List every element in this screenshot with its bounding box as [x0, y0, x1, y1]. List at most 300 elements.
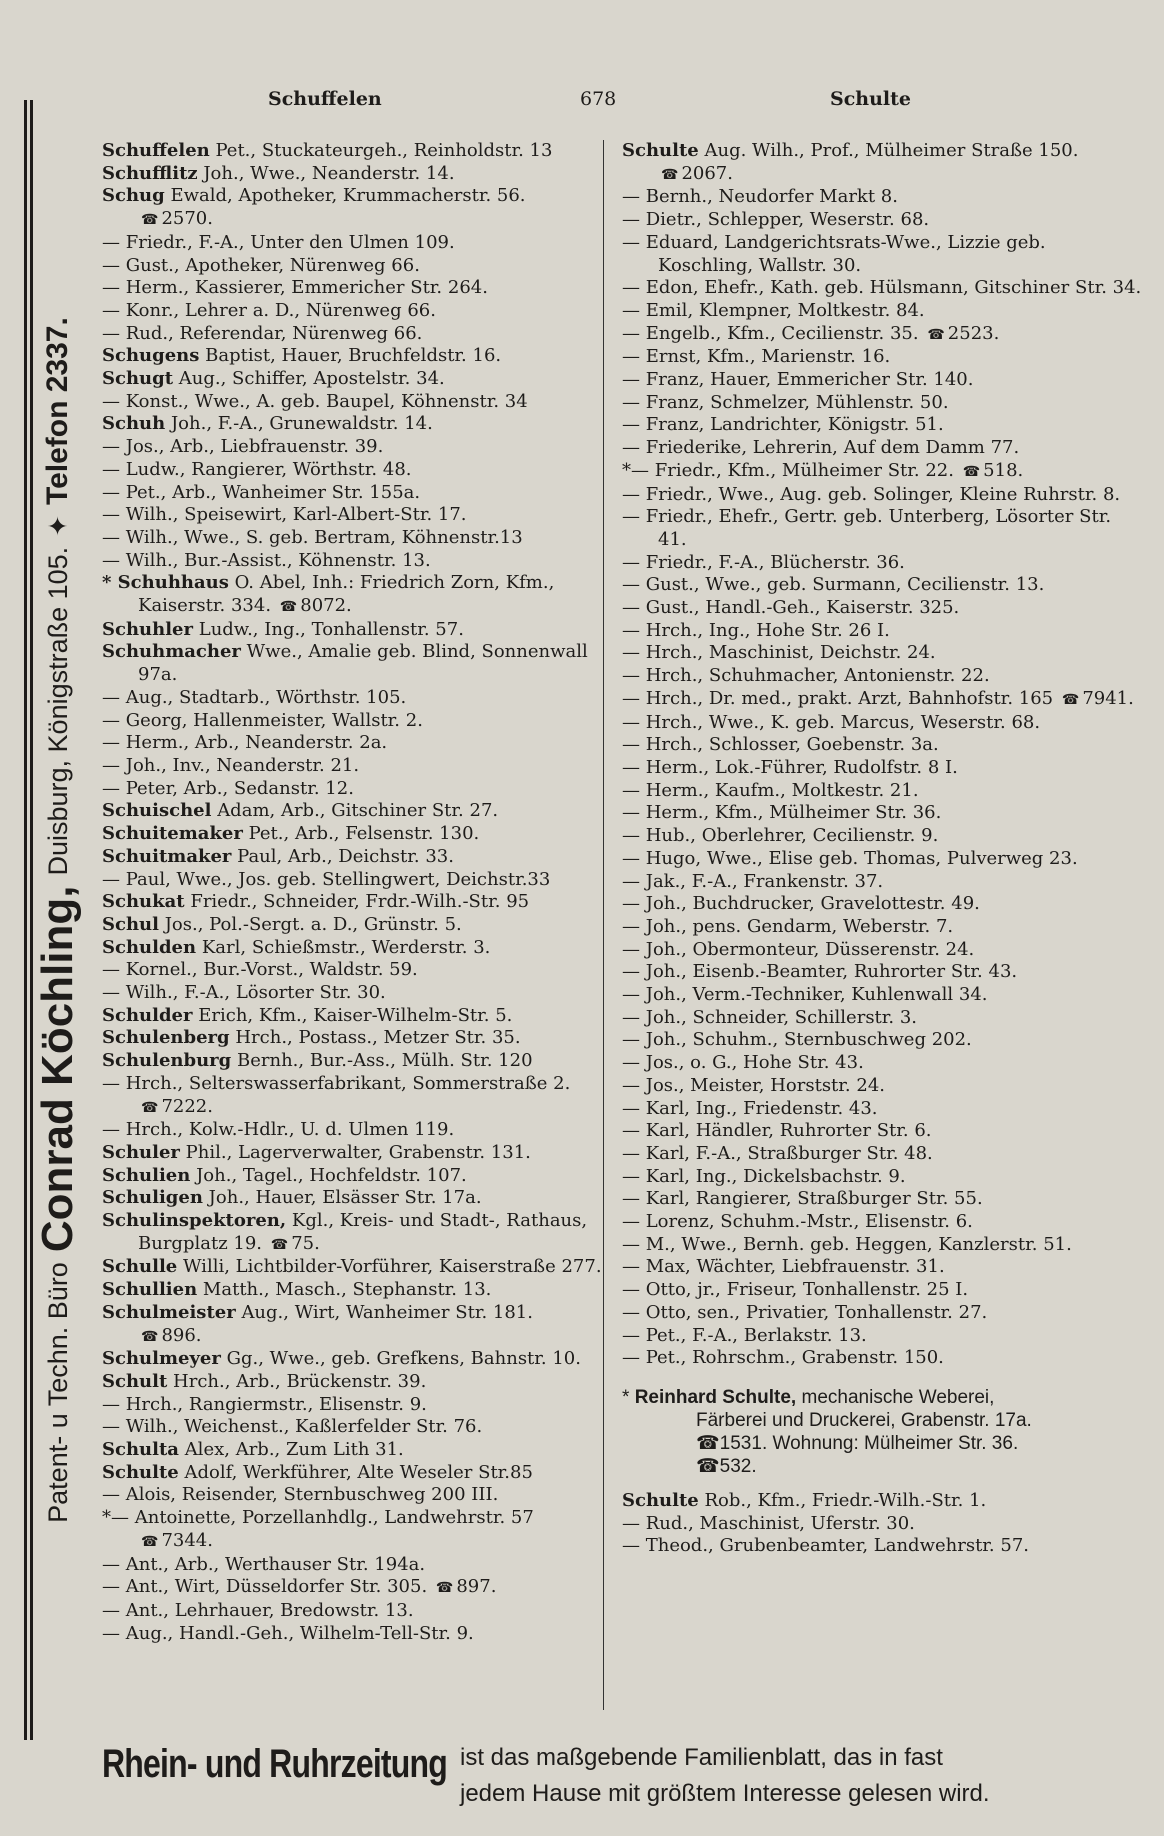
directory-entry	[622, 1120, 1142, 1143]
directory-entry	[622, 369, 1142, 392]
right-column-entries	[622, 140, 1142, 1370]
entry-details: — Wilh., Weichenst., Kaßlerfelder Str. 76.	[102, 1416, 483, 1438]
entry-details: — Joh., Eisenb.-Beamter, Ruhrorter Str. 43.	[622, 961, 1018, 983]
entry-surname: Schuischel	[102, 800, 212, 822]
entry-details: — Max, Wächter, Liebfrauenstr. 31.	[622, 1256, 945, 1278]
entry-details: Gg., Wwe., geb. Grefkens, Bahnstr. 10.	[226, 1348, 581, 1370]
entry-details: — Friedr., Ehefr., Gertr. geb. Unterberg, Lösorter Str. 41.	[622, 506, 1112, 550]
entry-details: Jos., Pol.-Sergt. a. D., Grünstr. 5.	[164, 913, 462, 935]
entry-details: — Wilh., Speisewirt, Karl-Albert-Str. 17.	[102, 504, 467, 526]
entry-surname: Schuhmacher	[102, 641, 241, 663]
entry-phone-number: 75.	[291, 1232, 320, 1254]
directory-entry	[622, 1006, 1142, 1030]
entry-details: Hrch., Arb., Brückenstr. 39.	[173, 1370, 427, 1392]
entry-details: — Hrch., Selterswasserfabrikant, Sommerstraße 2.	[102, 1072, 571, 1094]
directory-entry	[622, 756, 1142, 780]
entry-surname: Schuligen	[102, 1187, 203, 1209]
directory-entry	[622, 893, 1142, 916]
directory-entry	[102, 1553, 602, 1577]
telephone-icon: ☎	[141, 1099, 159, 1116]
entry-details: — Joh., Schuhm., Sternbuschweg 202.	[622, 1029, 972, 1051]
directory-entry	[622, 1535, 1142, 1558]
directory-entry	[622, 506, 1142, 551]
directory-entry	[622, 1188, 1142, 1211]
entry-details: Adam, Arb., Gitschiner Str. 27.	[217, 800, 499, 822]
bottom-advert	[102, 1740, 1142, 1816]
entry-surname: Schul	[102, 913, 159, 935]
entry-phone-number: 518.	[983, 459, 1024, 481]
entry-details: — Joh., pens. Gendarm, Weberstr. 7.	[622, 915, 954, 937]
entry-details: — Friedr., F.-A., Unter den Ulmen 109.	[102, 231, 455, 253]
side-small-text: Patent- u Techn. Büro	[42, 1262, 73, 1523]
directory-entry	[622, 299, 1142, 323]
entry-details: — Herm., Kfm., Mülheimer Str. 36.	[622, 802, 942, 824]
directory-entry	[622, 346, 1142, 369]
entry-details: — Karl, Rangierer, Straßburger Str. 55.	[622, 1188, 983, 1210]
directory-entry	[102, 1279, 602, 1302]
directory-entry	[102, 140, 602, 163]
directory-entry	[102, 1576, 602, 1600]
directory-entry	[622, 1211, 1142, 1234]
entry-details: — Wilh., Wwe., S. geb. Bertram, Köhnenstr.13	[102, 526, 523, 548]
header-right-keyword: Schulte	[830, 88, 912, 110]
entry-details: — Hrch., Kolw.-Hdlr., U. d. Ulmen 119.	[102, 1119, 455, 1141]
entry-details: — Franz, Schmelzer, Mühlenstr. 50.	[622, 391, 949, 413]
entry-details: — Hrch., Schlosser, Goebenstr. 3a.	[622, 734, 939, 756]
entry-details: *— Antoinette, Porzellanhdlg., Landwehrstr. 57	[102, 1507, 534, 1529]
entry-surname: Schulenburg	[102, 1050, 232, 1072]
entry-details: Wwe., Amalie geb. Blind, Sonnenwall 97a.	[138, 641, 588, 686]
entry-surname: Schulte	[622, 1489, 699, 1511]
right-column	[622, 140, 1142, 1558]
entry-details: Baptist, Hauer, Bruchfeldstr. 16.	[205, 345, 502, 367]
directory-entry	[622, 414, 1142, 437]
directory-entry	[622, 687, 1142, 712]
directory-entry	[102, 1622, 602, 1646]
directory-entry	[102, 1027, 602, 1050]
entry-details: — Joh., Buchdrucker, Gravelottestr. 49.	[622, 893, 980, 915]
entry-details: — Herm., Lok.-Führer, Rudolfstr. 8 I.	[622, 756, 958, 778]
directory-entry	[102, 800, 602, 823]
entry-surname: Schulmeister	[102, 1301, 236, 1323]
entry-details: — Otto, sen., Privatier, Tonhallenstr. 27.	[622, 1301, 988, 1323]
telephone-icon: ☎	[141, 1328, 159, 1345]
directory-entry	[622, 597, 1142, 620]
entry-details: — Paul, Wwe., Jos. geb. Stellingwert, Deichstr.33	[102, 868, 551, 890]
entry-details: — Dietr., Schlepper, Weserstr. 68.	[622, 209, 930, 231]
entry-details: — Jos., Meister, Horststr. 24.	[622, 1074, 885, 1096]
directory-entry	[622, 1489, 1142, 1513]
directory-entry	[102, 1393, 602, 1417]
directory-entry	[102, 322, 602, 346]
page-number: 678	[580, 88, 617, 110]
directory-entry	[622, 1512, 1142, 1536]
directory-entry	[102, 845, 602, 869]
entry-surname: Schulta	[102, 1439, 179, 1461]
directory-entry	[102, 504, 602, 527]
entry-details: Bernh., Bur.-Ass., Mülh. Str. 120	[237, 1050, 533, 1072]
entry-details: — Herm., Arb., Neanderstr. 2a.	[102, 732, 388, 754]
entry-details: Joh., F.-A., Grunewaldstr. 14.	[170, 413, 433, 435]
directory-entry	[622, 711, 1142, 735]
entry-surname: Schuitemaker	[102, 823, 243, 845]
entry-details: — Friederike, Lehrerin, Auf dem Damm 77.	[622, 437, 1020, 459]
directory-entry	[102, 891, 602, 914]
directory-entry	[622, 1074, 1142, 1098]
entry-surname: Schukat	[102, 891, 185, 913]
directory-entry	[622, 984, 1142, 1007]
directory-entry	[622, 1142, 1142, 1166]
entry-details: Hrch., Postass., Metzer Str. 35.	[235, 1027, 521, 1049]
directory-entry	[102, 413, 602, 436]
telephone-icon: ☎	[141, 212, 159, 229]
directory-entry	[622, 665, 1142, 688]
entry-details: — Franz, Hauer, Emmericher Str. 140.	[622, 369, 974, 391]
directory-entry	[622, 1233, 1142, 1257]
entry-details: — M., Wwe., Bernh. geb. Heggen, Kanzlerstr. 51.	[622, 1233, 1072, 1255]
advert-phone2: 532.	[719, 1455, 757, 1477]
directory-entry	[622, 1256, 1142, 1279]
entry-details: — Wilh., Bur.-Assist., Köhnenstr. 13.	[102, 549, 431, 571]
entry-details: — Ant., Wirt, Düsseldorfer Str. 305.	[102, 1576, 428, 1598]
directory-entry	[102, 549, 602, 573]
directory-entry	[622, 847, 1142, 871]
page-header	[100, 88, 1140, 118]
entry-details: Alex, Arb., Zum Lith 31.	[184, 1439, 404, 1461]
directory-entry	[102, 526, 602, 550]
right-column-end-entries	[622, 1490, 1142, 1558]
entry-surname: * Schuhhaus	[102, 572, 229, 594]
directory-entry	[622, 391, 1142, 415]
directory-entry	[622, 1279, 1142, 1302]
entry-surname: Schult	[102, 1370, 168, 1392]
entry-details: — Joh., Inv., Neanderstr. 21.	[102, 754, 360, 776]
directory-entry	[622, 779, 1142, 803]
directory-entry	[102, 1348, 602, 1371]
entry-details: — Joh., Verm.-Techniker, Kuhlenwall 34.	[622, 984, 988, 1006]
directory-entry	[622, 186, 1142, 209]
entry-details: — Konr., Lehrer a. D., Nürenweg 66.	[102, 299, 436, 321]
entry-details: Aug. Wilh., Prof., Mülheimer Straße 150.	[704, 140, 1079, 161]
entry-surname: Schufflitz	[102, 162, 198, 184]
entry-details: — Otto, jr., Friseur, Tonhallenstr. 25 I.	[622, 1279, 969, 1301]
telephone-icon: ☎	[270, 1236, 289, 1253]
entry-details: — Gust., Wwe., geb. Surmann, Cecilienstr. 13.	[622, 574, 1045, 596]
reinhard-schulte-advert	[622, 1386, 1142, 1478]
entry-surname: Schuhler	[102, 618, 193, 640]
entry-details: Ludw., Ing., Tonhallenstr. 57.	[198, 618, 464, 640]
directory-entry	[622, 551, 1142, 575]
telephone-icon: ☎	[696, 1432, 720, 1454]
bottom-advert-text	[460, 1740, 990, 1812]
entry-surname: Schulte	[102, 1461, 179, 1483]
entry-surname: Schuh	[102, 413, 166, 435]
directory-entry	[102, 913, 602, 937]
entry-details: — Eduard, Landgerichtsrats-Wwe., Lizzie geb. Koschling, Wallstr. 30.	[622, 231, 1046, 276]
entry-surname: Schulte	[622, 140, 699, 161]
entry-details: Kgl., Kreis- und Stadt-, Rathaus, Burgplatz 19.	[138, 1210, 588, 1254]
telephone-icon: ☎	[279, 599, 298, 616]
entry-phone-number: 7222.	[161, 1095, 213, 1117]
side-company-name: Conrad Köchling,	[33, 885, 82, 1253]
directory-entry	[102, 686, 602, 710]
directory-entry	[622, 1301, 1142, 1325]
directory-entry	[102, 458, 602, 482]
entry-details: — Karl, Ing., Dickelsbachstr. 9.	[622, 1165, 906, 1187]
entry-details: Aug., Wirt, Wanheimer Str. 181.	[241, 1301, 533, 1323]
directory-entry	[102, 823, 602, 846]
directory-entry	[102, 777, 602, 801]
entry-phone-number: 8072.	[300, 595, 352, 617]
entry-details: — Ernst, Kfm., Marienstr. 16.	[622, 346, 891, 368]
advert-name: Reinhard Schulte,	[634, 1386, 797, 1408]
entry-details: — Georg, Hallenmeister, Wallstr. 2.	[102, 709, 423, 731]
directory-entry	[622, 1347, 1142, 1370]
advert-line-4	[622, 1455, 1142, 1478]
entry-details: — Pet., Arb., Wanheimer Str. 155a.	[102, 481, 421, 503]
column-divider	[603, 140, 604, 1710]
advert-line-3	[622, 1432, 1142, 1455]
entry-details: — Hrch., Schuhmacher, Antonienstr. 22.	[622, 665, 990, 687]
entry-details: Ewald, Apotheker, Krummacherstr. 56.	[170, 185, 526, 207]
entry-phone-number: 896.	[161, 1324, 202, 1346]
directory-entry	[102, 1370, 602, 1394]
entry-details: — Lorenz, Schuhm.-Mstr., Elisenstr. 6.	[622, 1211, 973, 1233]
entry-details: Phil., Lagerverwalter, Grabenstr. 131.	[185, 1141, 531, 1163]
directory-entry	[622, 619, 1142, 643]
entry-details: — Franz, Landrichter, Königstr. 51.	[622, 414, 944, 436]
directory-entry	[102, 1416, 602, 1439]
entry-phone-number: 2570.	[161, 208, 213, 230]
entry-details: — Emil, Klempner, Moltkestr. 84.	[622, 299, 925, 321]
directory-entry	[102, 1072, 602, 1119]
directory-entry	[102, 185, 602, 231]
entry-details: Adolf, Werkführer, Alte Weseler Str.85	[184, 1461, 533, 1483]
directory-entry	[102, 1301, 602, 1348]
directory-entry	[102, 1050, 602, 1073]
entry-details: — Bernh., Neudorfer Markt 8.	[622, 186, 898, 208]
entry-details: Joh., Wwe., Neanderstr. 14.	[203, 162, 455, 184]
directory-entry	[622, 322, 1142, 347]
entry-surname: Schulmeyer	[102, 1348, 221, 1370]
directory-entry	[102, 1439, 602, 1462]
entry-details: — Wilh., F.-A., Lösorter Str. 30.	[102, 982, 386, 1004]
entry-details: — Joh., Schneider, Schillerstr. 3.	[622, 1006, 918, 1028]
side-advert	[22, 100, 94, 1740]
directory-entry	[102, 1600, 602, 1623]
directory-entry	[102, 1484, 602, 1507]
directory-entry	[102, 982, 602, 1005]
entry-details: Paul, Arb., Deichstr. 33.	[237, 845, 454, 867]
entry-surname: Schulder	[102, 1004, 193, 1026]
directory-entry	[622, 277, 1142, 300]
directory-entry	[102, 368, 602, 391]
entry-details: Aug., Schiffer, Apostelstr. 34.	[178, 368, 445, 390]
entry-details: — Herm., Kassierer, Emmericher Str. 264.	[102, 277, 488, 299]
directory-entry	[622, 938, 1142, 962]
entry-surname: Schug	[102, 185, 165, 207]
entry-details: — Karl, F.-A., Straßburger Str. 48.	[622, 1142, 933, 1164]
entry-details: — Edon, Ehefr., Kath. geb. Hülsmann, Gitschiner Str. 34.	[622, 277, 1142, 299]
entry-details: — Karl, Händler, Ruhrorter Str. 6.	[622, 1120, 932, 1142]
advert-line-1	[622, 1386, 1142, 1409]
directory-entry	[102, 868, 602, 892]
entry-details: Rob., Kfm., Friedr.-Wilh.-Str. 1.	[704, 1489, 987, 1511]
bottom-advert-line1: ist das maßgebende Familienblatt, das in fast	[460, 1744, 943, 1771]
directory-entry	[102, 1187, 602, 1210]
directory-entry	[622, 1097, 1142, 1121]
telephone-icon: ☎	[661, 166, 679, 183]
entry-phone-number: 7344.	[161, 1529, 213, 1551]
entry-surname: Schuitmaker	[102, 845, 232, 867]
entry-details: Erich, Kfm., Kaiser-Wilhelm-Str. 5.	[198, 1004, 513, 1026]
directory-entry	[102, 732, 602, 755]
entry-details: — Rud., Referendar, Nürenweg 66.	[102, 322, 423, 344]
advert-line1: mechanische Weberei,	[801, 1386, 995, 1408]
entry-surname: Schuler	[102, 1141, 180, 1163]
entry-details: — Jos., o. G., Hohe Str. 43.	[622, 1052, 864, 1074]
directory-entry	[102, 436, 602, 459]
entry-details: — Gust., Handl.-Geh., Kaiserstr. 325.	[622, 597, 960, 619]
directory-entry	[102, 481, 602, 505]
directory-entry	[102, 1507, 602, 1553]
entry-surname: Schulle	[102, 1256, 178, 1278]
entry-surname: Schulien	[102, 1164, 191, 1186]
directory-entry	[102, 1004, 602, 1028]
entry-details: Joh., Hauer, Elsässer Str. 17a.	[208, 1187, 482, 1209]
entry-details: — Aug., Handl.-Geh., Wilhelm-Tell-Str. 9.	[102, 1622, 474, 1644]
directory-entry	[622, 574, 1142, 597]
entry-details: Willi, Lichtbilder-Vorführer, Kaiserstraße 277.	[183, 1256, 602, 1278]
directory-entry	[102, 959, 602, 982]
bottom-advert-title: Rhein- und Ruhrzeitung	[102, 1742, 448, 1786]
entry-surname: Schulinspektoren,	[102, 1210, 287, 1232]
directory-entry	[622, 231, 1142, 277]
directory-entry	[622, 209, 1142, 232]
entry-surname: Schugens	[102, 345, 200, 367]
directory-entry	[622, 734, 1142, 757]
directory-entry	[622, 483, 1142, 507]
directory-entry	[102, 231, 602, 255]
entry-details: — Alois, Reisender, Sternbuschweg 200 III.	[102, 1484, 499, 1506]
bottom-advert-line2: jedem Hause mit größtem Interesse gelesen wird.	[460, 1780, 990, 1807]
entry-details: Karl, Schießmstr., Werderstr. 3.	[201, 936, 491, 958]
directory-entry	[102, 299, 602, 323]
entry-surname: Schugt	[102, 368, 174, 390]
directory-entry	[102, 1141, 602, 1165]
advert-phone1: 1531.	[719, 1432, 768, 1454]
directory-entry	[622, 825, 1142, 848]
entry-details: — Engelb., Kfm., Cecilienstr. 35.	[622, 322, 919, 344]
entry-details: — Herm., Kaufm., Moltkestr. 21.	[622, 779, 919, 801]
entry-details: — Rud., Maschinist, Uferstr. 30.	[622, 1512, 915, 1534]
entry-details: — Pet., Rohrschm., Grabenstr. 150.	[622, 1347, 944, 1369]
entry-surname: Schulden	[102, 936, 197, 958]
entry-details: Pet., Arb., Felsenstr. 130.	[248, 823, 480, 845]
entry-phone-number: 2523.	[947, 322, 1000, 344]
side-phone: Telefon 2337.	[41, 317, 74, 506]
telephone-icon: ☎	[927, 326, 945, 343]
entry-details: — Ant., Lehrhauer, Bredowstr. 13.	[102, 1600, 414, 1621]
header-left-keyword: Schuffelen	[268, 88, 382, 110]
entry-surname: Schulenberg	[102, 1027, 230, 1049]
entry-details: — Hrch., Dr. med., prakt. Arzt, Bahnhofstr. 165	[622, 687, 1054, 709]
entry-details: — Theod., Grubenbeamter, Landwehrstr. 57.	[622, 1535, 1029, 1557]
entry-details: — Ludw., Rangierer, Wörthstr. 48.	[102, 458, 412, 480]
directory-entry	[622, 915, 1142, 939]
side-rule-left	[24, 100, 27, 1740]
entry-details: — Peter, Arb., Sedanstr. 12.	[102, 777, 354, 799]
entry-details: — Jak., F.-A., Frankenstr. 37.	[622, 870, 884, 892]
entry-details: — Hrch., Rangiermstr., Elisenstr. 9.	[102, 1393, 427, 1415]
advert-line3: Wohnung: Mülheimer Str. 36.	[772, 1432, 1019, 1454]
entry-details: — Hrch., Wwe., K. geb. Marcus, Weserstr. 68.	[622, 711, 1041, 733]
directory-entry	[102, 1461, 602, 1485]
telephone-icon: ☎	[696, 1455, 720, 1477]
side-advert-text	[28, 110, 88, 1730]
entry-details: — Hub., Oberlehrer, Cecilienstr. 9.	[622, 825, 939, 847]
directory-entry	[622, 802, 1142, 825]
entry-details: — Pet., F.-A., Berlakstr. 13.	[622, 1324, 867, 1346]
directory-entry	[102, 936, 602, 960]
entry-details: — Gust., Apotheker, Nürenweg 66.	[102, 254, 420, 276]
directory-entry	[622, 140, 1142, 186]
telephone-icon: ☎	[141, 1533, 159, 1550]
telephone-icon: ☎	[1061, 691, 1080, 708]
entry-details: — Kornel., Bur.-Vorst., Waldstr. 59.	[102, 959, 418, 981]
entry-details: Friedr., Schneider, Frdr.-Wilh.-Str. 95	[190, 891, 530, 913]
entry-details: Matth., Masch., Stephanstr. 13.	[202, 1279, 492, 1301]
entry-details: — Joh., Obermonteur, Düsserenstr. 24.	[622, 938, 975, 960]
directory-entry	[622, 459, 1142, 484]
entry-details: — Hrch., Ing., Hohe Str. 26 I.	[622, 619, 890, 641]
directory-entry	[102, 618, 602, 642]
entry-phone-number: 7941.	[1082, 687, 1134, 709]
entry-surname: Schuffelen	[102, 140, 210, 161]
directory-entry	[102, 345, 602, 368]
advert-line2: Färberei und Druckerei, Grabenstr. 17a.	[696, 1409, 1032, 1431]
directory-entry	[102, 572, 602, 618]
entry-details: *— Friedr., Kfm., Mülheimer Str. 22.	[622, 459, 954, 481]
entry-phone-number: 2067.	[681, 162, 733, 184]
directory-entry	[622, 1052, 1142, 1075]
entry-details: — Hrch., Maschinist, Deichstr. 24.	[622, 642, 936, 664]
entry-details: Pet., Stuckateurgeh., Reinholdstr. 13	[215, 140, 553, 161]
directory-entry	[102, 277, 602, 300]
entry-details: — Hugo, Wwe., Elise geb. Thomas, Pulverweg 23.	[622, 847, 1078, 869]
advert-star: *	[622, 1386, 630, 1408]
telephone-icon: ☎	[435, 1580, 454, 1597]
directory-entry	[102, 1164, 602, 1188]
entry-details: — Friedr., F.-A., Blücherstr. 36.	[622, 551, 905, 573]
directory-entry	[102, 1119, 602, 1142]
entry-details: O. Abel, Inh.: Friedrich Zorn, Kfm., Kaiserstr. 334.	[138, 572, 555, 617]
side-separator: ✦	[42, 515, 73, 537]
directory-entry	[622, 642, 1142, 665]
entry-details: — Aug., Stadtarb., Wörthstr. 105.	[102, 686, 407, 708]
entry-details: — Karl, Ing., Friedenstr. 43.	[622, 1097, 878, 1119]
directory-entry	[622, 437, 1142, 460]
entry-details: — Jos., Arb., Liebfrauenstr. 39.	[102, 436, 384, 458]
directory-entry	[102, 1210, 602, 1256]
directory-entry	[622, 1324, 1142, 1348]
directory-entry	[102, 254, 602, 278]
left-column	[102, 140, 602, 1645]
directory-entry	[102, 1256, 602, 1279]
directory-entry	[622, 870, 1142, 894]
entry-surname: Schullien	[102, 1279, 198, 1301]
entry-details: Joh., Tagel., Hochfeldstr. 107.	[196, 1164, 467, 1186]
